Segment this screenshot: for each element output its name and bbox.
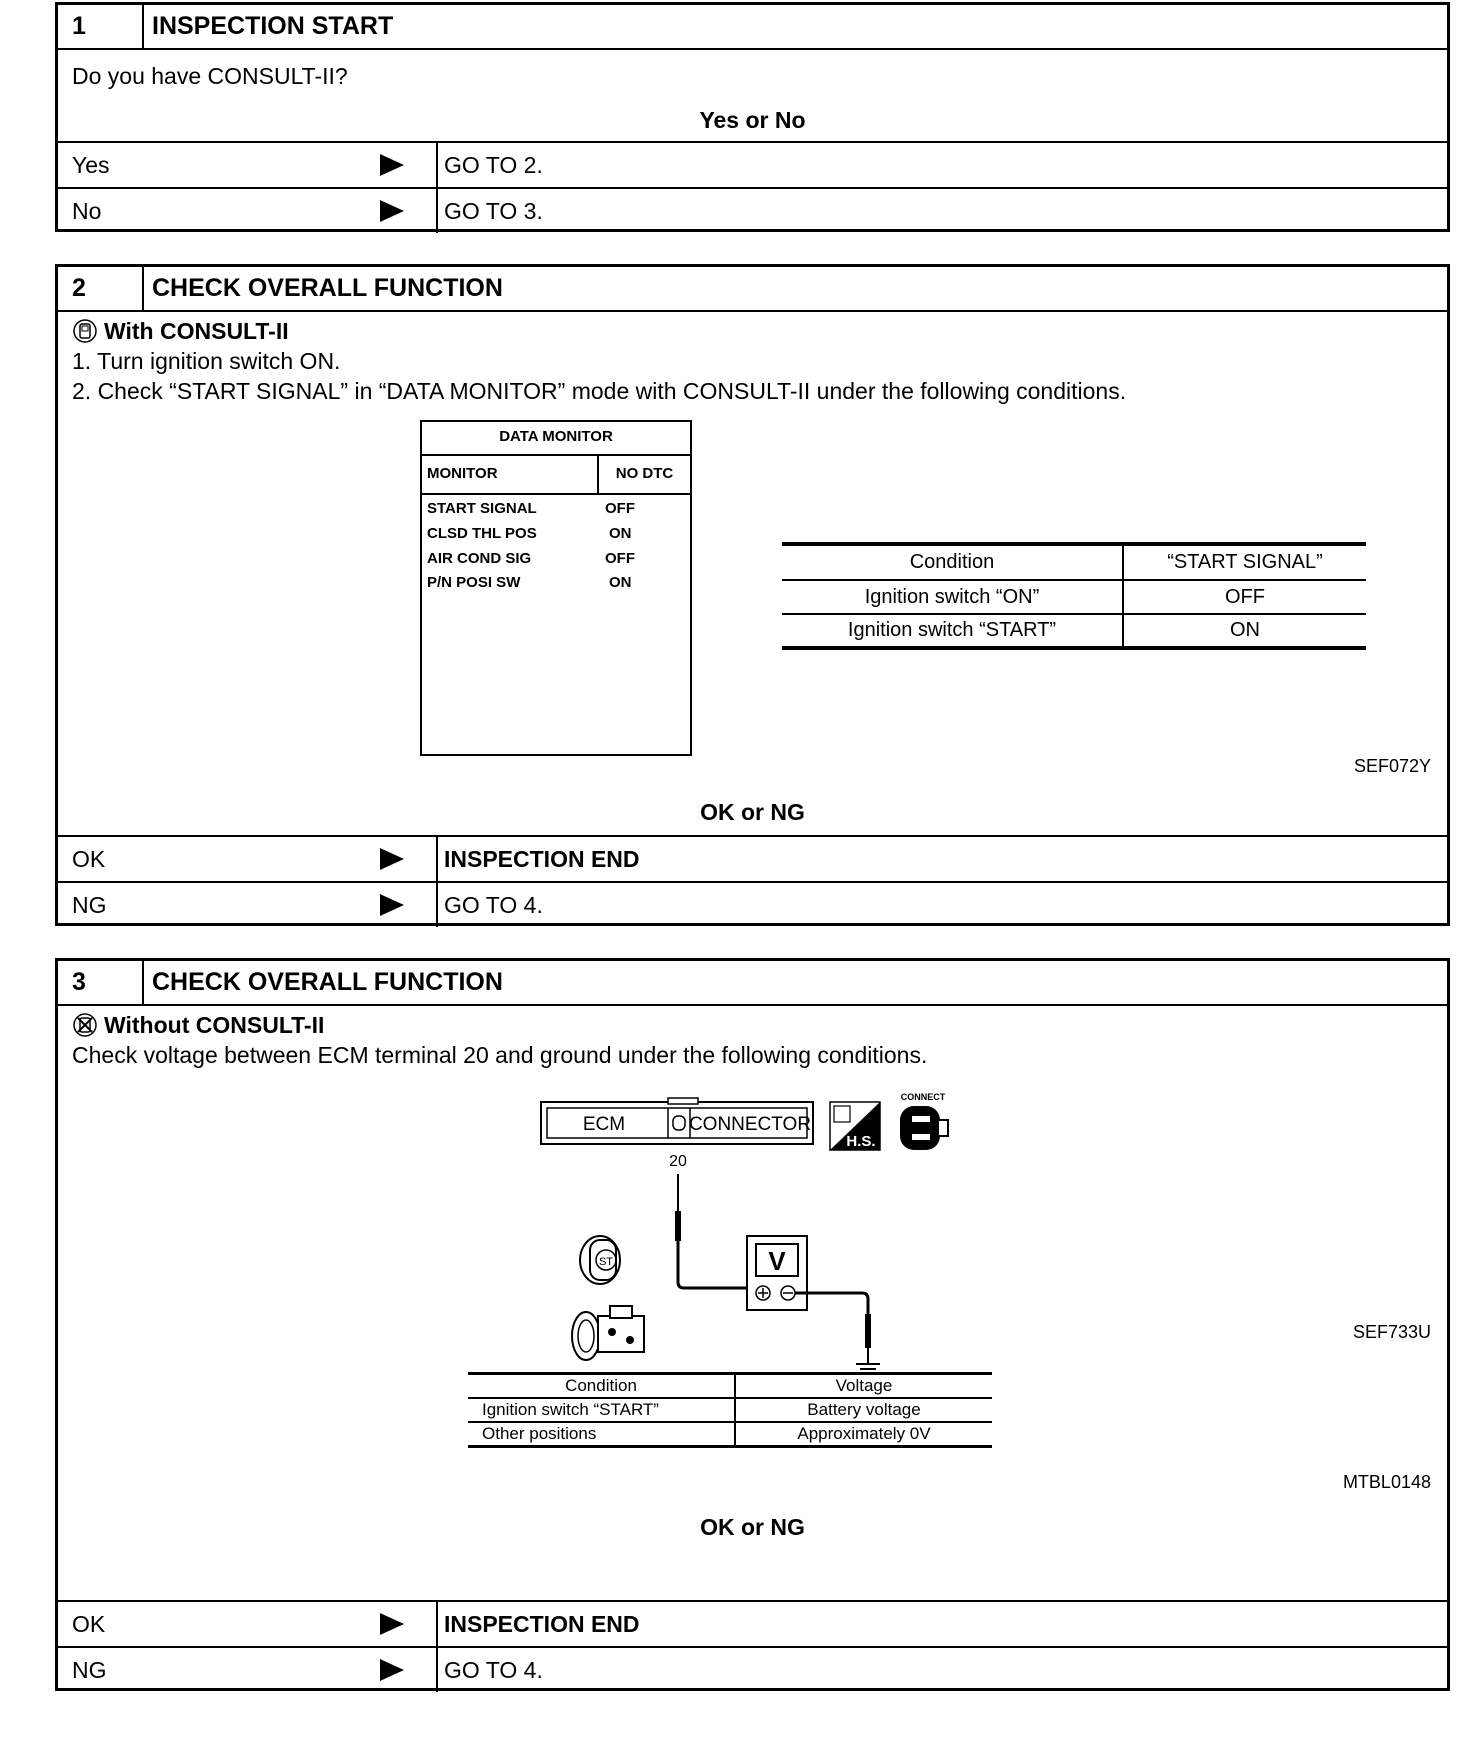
table-header: “START SIGNAL” (1167, 551, 1323, 573)
arrow-right-icon (380, 1613, 404, 1635)
result-row-ng[interactable] (58, 1646, 1447, 1692)
instruction-1: 1. Turn ignition switch ON. (72, 348, 341, 374)
nodtc-col-header: NO DTC (615, 465, 674, 482)
result-label: OK (72, 1610, 106, 1637)
step-2-header (58, 267, 1447, 312)
decision-label: Yes or No (699, 107, 806, 133)
mode-text: With CONSULT-II (104, 318, 289, 344)
meter-label: V (768, 1246, 786, 1276)
dm-item-value: OFF (605, 500, 635, 517)
result-row-yes[interactable] (58, 141, 1447, 187)
monitor-col-header: MONITOR (422, 456, 599, 493)
result-label: NG (72, 1656, 107, 1683)
data-monitor-title: DATA MONITOR (422, 422, 690, 456)
voltmeter-icon (747, 1236, 807, 1310)
dm-item-name: START SIGNAL (427, 500, 537, 517)
result-label: Yes (72, 151, 110, 178)
table-id: MTBL0148 (1342, 1472, 1431, 1492)
result-action: INSPECTION END (444, 1610, 640, 1637)
table-header: Condition (782, 544, 1123, 580)
result-row-ng[interactable] (58, 881, 1447, 927)
no-consult-icon (72, 1012, 98, 1038)
connect-icon (900, 1106, 948, 1150)
result-action: GO TO 3. (444, 197, 543, 224)
engine-icon (572, 1306, 644, 1360)
table-cell: Other positions (468, 1422, 735, 1447)
table-cell: Ignition switch “ON” (782, 580, 1123, 614)
consult-mode-label (72, 1012, 324, 1039)
step-number: 3 (58, 961, 144, 1004)
result-action: GO TO 4. (444, 891, 543, 918)
figure-id: SEF072Y (1353, 756, 1431, 776)
consult-mode-label (72, 318, 289, 345)
table-cell: ON (1230, 619, 1260, 641)
arrow-right-icon (380, 848, 404, 870)
instruction: Check voltage between ECM terminal 20 and ground under the following conditions. (72, 1042, 928, 1068)
table-cell: OFF (1225, 585, 1265, 608)
decision-label: OK or NG (700, 1514, 805, 1540)
instruction-2: 2. Check “START SIGNAL” in “DATA MONITOR” mode with CONSULT-II under the following conditions. (72, 378, 1127, 404)
result-label: No (72, 197, 102, 224)
table-header: Condition (468, 1374, 735, 1399)
dm-item-name: CLSD THL POS (427, 525, 537, 542)
dm-item-value: OFF (605, 550, 635, 567)
connector-label: CONNECTOR (688, 1114, 812, 1135)
step-3-header (58, 961, 1447, 1006)
step-3-box (55, 958, 1450, 1691)
connect-label: CONNECT (900, 1092, 946, 1102)
result-action: GO TO 4. (444, 1656, 543, 1683)
step-1-header (58, 5, 1447, 50)
table-header: Voltage (835, 1376, 893, 1395)
result-label: OK (72, 845, 106, 872)
decision-label: OK or NG (700, 799, 805, 825)
step-title: CHECK OVERALL FUNCTION (152, 968, 503, 996)
ecm-voltage-diagram (538, 1086, 1038, 1386)
start-signal-table (782, 542, 1366, 650)
ecm-label: ECM (582, 1114, 626, 1135)
arrow-right-icon (380, 1659, 404, 1681)
table-cell: Approximately 0V (797, 1424, 931, 1443)
result-action: GO TO 2. (444, 151, 543, 178)
dm-item-name: P/N POSI SW (427, 574, 521, 591)
arrow-right-icon (380, 200, 404, 222)
consult-icon (72, 318, 98, 344)
dm-item-value: ON (609, 574, 632, 591)
step-title: INSPECTION START (152, 12, 394, 40)
arrow-right-icon (380, 894, 404, 916)
table-cell: Ignition switch “START” (782, 614, 1123, 648)
table-cell: Battery voltage (807, 1400, 921, 1419)
result-action: INSPECTION END (444, 845, 640, 872)
mode-text: Without CONSULT-II (104, 1012, 325, 1038)
result-row-ok[interactable] (58, 835, 1447, 881)
data-monitor-screen (420, 420, 692, 756)
result-row-ok[interactable] (58, 1600, 1447, 1646)
hs-label: H.S. (846, 1133, 876, 1150)
data-monitor-header (422, 456, 690, 495)
figure-id: SEF733U (1352, 1322, 1431, 1342)
dm-item-value: ON (609, 525, 632, 542)
step-1-box (55, 2, 1450, 232)
ignition-key-icon (580, 1236, 620, 1284)
step-question: Do you have CONSULT-II? (72, 63, 348, 89)
table-cell: Ignition switch “START” (468, 1398, 735, 1422)
result-row-no[interactable] (58, 187, 1447, 233)
step-title: CHECK OVERALL FUNCTION (152, 274, 503, 302)
result-label: NG (72, 891, 107, 918)
terminal-number: 20 (669, 1153, 687, 1170)
step-number: 1 (58, 5, 144, 48)
dm-item-name: AIR COND SIG (427, 550, 532, 567)
arrow-right-icon (380, 154, 404, 176)
step-number: 2 (58, 267, 144, 310)
step-2-box (55, 264, 1450, 926)
key-label: ST (598, 1256, 614, 1268)
voltage-table (468, 1372, 992, 1448)
